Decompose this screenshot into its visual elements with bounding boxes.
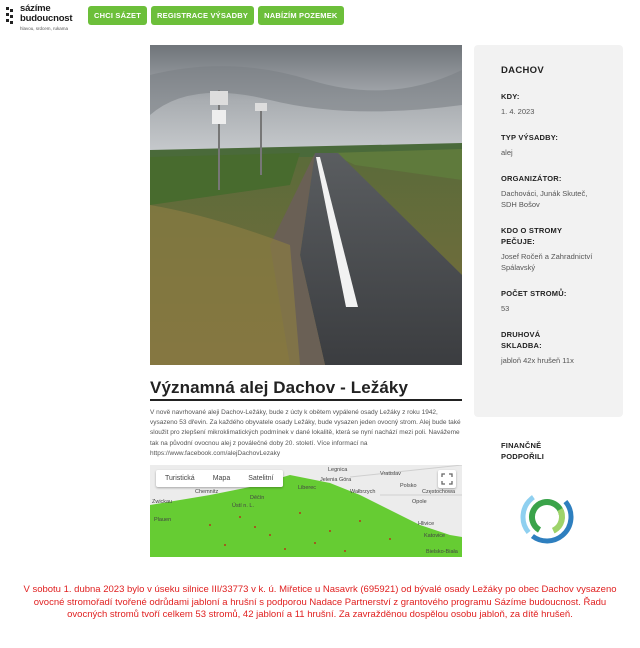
- map-label-city: Hlivice: [418, 521, 435, 527]
- location-title: DACHOV: [501, 65, 544, 76]
- planting-notice: V sobotu 1. dubna 2023 bylo v úseku silnice III/33773 v k. ú. Miřetice u Nasavrk (695921) od bývalé osady Ležáky po obec Dachov vysazeno ovocné stromořadí tvořené odrůdami jabloní a hrušní s podporou Nadace Partnerství z grantového programu Sázíme budoucnost. Řadu ovocných stromů tvoří celkem 53 stromů, 42 jabloní a 11 hrušní. Za zavražděnou dospělou osobu jabloň, za dítě hrušeň.: [23, 584, 617, 620]
- page-title: Významná alej Dachov - Ležáky: [150, 378, 409, 397]
- planting-type-value: alej: [501, 148, 513, 157]
- caretaker-label: KDO O STROMY PEČUJE:: [501, 226, 563, 246]
- logo-text: [20, 4, 72, 24]
- planting-photo: [150, 45, 462, 365]
- embedded-map[interactable]: [150, 465, 462, 557]
- organizer-label: ORGANIZÁTOR:: [501, 174, 562, 183]
- species-label: DRUHOVÁ SKLADBA:: [501, 330, 542, 350]
- planting-type-label: TYP VÝSADBY:: [501, 133, 559, 142]
- map-label-city: Legnica: [328, 467, 348, 473]
- planting-description: V nově navrhované aleji Dachov-Ležáky, bude z úcty k obětem vypálené osady Ležáky z roku 1942, vysazeno 53 dřevin. Za každého obyvatele osady Ležáky, bude vysazen jeden ovocný strom. Alej bude také sloužit pro zlepšení mikroklimatických podmínek v dané lokalitě, která se nyní nachází mezi poli. Navážeme tak na původní ovocnou alej z poválečné doby 20. století. Více informací na https://www.facebook.com/alejDachovLezaky: [150, 409, 461, 457]
- map-label-city: Katovice: [424, 533, 446, 539]
- logo-tagline: hlavou, srdcem, rukama: [20, 26, 69, 31]
- map-label-city: Plauen: [154, 517, 172, 523]
- nav-nabizim-pozemek-button[interactable]: NABÍZÍM POZEMEK: [258, 6, 343, 25]
- map-label-country: Polsko: [400, 483, 417, 489]
- tree-count-value: 53: [501, 304, 510, 313]
- logo-mark-icon: [6, 7, 18, 27]
- map-label-city: Częstochowa: [422, 489, 456, 495]
- date-label: KDY:: [501, 92, 520, 101]
- sponsors-heading: FINANČNĚ PODPOŘILI: [501, 441, 545, 461]
- tree-count-label: POČET STROMŮ:: [501, 289, 567, 298]
- main-nav: [88, 6, 344, 25]
- nav-registrace-vysadby-button[interactable]: REGISTRACE VÝSADBY: [151, 6, 254, 25]
- date-value: 1. 4. 2023: [501, 107, 535, 116]
- planting-info-sidebar: [474, 45, 623, 417]
- map-label-city: Jelenia Góra: [320, 477, 352, 483]
- map-label-city: Vratislav: [380, 471, 401, 477]
- caretaker-value: Josef Ročeň a Zahradnictví Spálavský: [501, 252, 593, 272]
- map-label-city: Zwickau: [152, 499, 173, 505]
- map-label-city: Ústí n. L.: [232, 503, 255, 509]
- map-label-city: Opole: [412, 499, 427, 505]
- organizer-value: Dachováci, Junák Skuteč, SDH Bošov: [501, 189, 588, 209]
- map-label-city: Bielsko-Biała: [426, 549, 458, 555]
- title-underline: [150, 399, 462, 401]
- map-label-city: Wałbrzych: [350, 489, 376, 495]
- map-type-turisticka[interactable]: Turistická: [165, 475, 195, 482]
- sponsor-logo-icon[interactable]: [518, 488, 576, 546]
- map-type-satelitni[interactable]: Satelitní: [248, 475, 274, 482]
- site-logo[interactable]: [6, 3, 76, 33]
- map-label-city: Liberec: [298, 485, 317, 491]
- map-type-mapa[interactable]: Mapa: [212, 475, 231, 482]
- nav-chci-sazet-button[interactable]: CHCI SÁZET: [88, 6, 147, 25]
- logo-line1: sázíme: [20, 3, 51, 14]
- fullscreen-icon[interactable]: [438, 470, 456, 488]
- species-value: jabloň 42x hrušeň 11x: [501, 356, 574, 365]
- map-label-city: Děčín: [250, 495, 265, 501]
- map-label-city: Chemnitz: [195, 489, 219, 495]
- road-photo-image: [150, 45, 462, 365]
- logo-line2: budoucnost: [20, 13, 73, 24]
- map-type-controls: [156, 470, 283, 487]
